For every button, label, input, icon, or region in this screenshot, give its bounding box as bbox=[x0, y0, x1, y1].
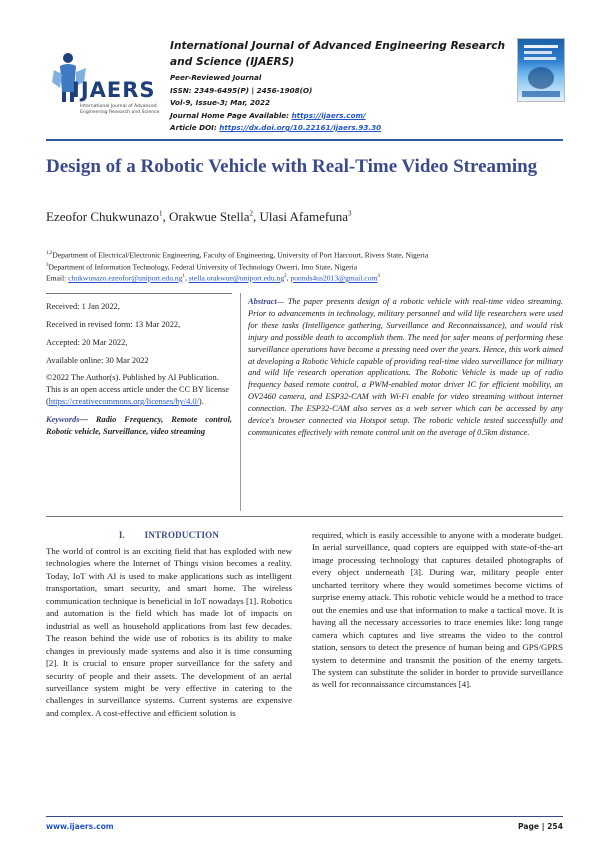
article-info bbox=[46, 298, 232, 438]
journal-logo bbox=[46, 48, 160, 120]
email-link[interactable]: stella.orakwue@uniport.edu.ng bbox=[188, 273, 285, 283]
affiliation-sup: 1,2 bbox=[46, 251, 53, 256]
homepage-link[interactable]: https://ijaers.com/ bbox=[291, 110, 366, 120]
column-divider bbox=[240, 293, 241, 511]
logo-subtitle-1: International Journal of Advanced bbox=[80, 104, 157, 109]
author-sup: 3 bbox=[347, 209, 352, 218]
copyright-text: ©2022 The Author(s). Published by AI Publication. This is an open access article under the CC BY license bbox=[46, 373, 229, 394]
keywords-label: Keywords bbox=[46, 415, 80, 424]
affiliation-line bbox=[46, 261, 563, 273]
keywords-text: — Radio Frequency, Remote control, Robotic vehicle, Surveillance, video streaming bbox=[46, 415, 232, 436]
revised-date: Received in revised form: 13 Mar 2022, bbox=[46, 320, 181, 329]
affiliations bbox=[46, 249, 563, 284]
email-sup: 2 bbox=[284, 274, 287, 280]
affiliation-text: Department of Electrical/Electronic Engineering, Faculty of Engineering, University of Port Harcourt, Rivers State, Nigeria bbox=[52, 250, 429, 260]
keywords bbox=[46, 414, 232, 438]
page-number bbox=[480, 822, 563, 831]
affiliation-line bbox=[46, 249, 563, 261]
homepage-line bbox=[170, 110, 510, 123]
volume-issue: Vol-9, Issue-3; Mar, 2022 bbox=[170, 98, 270, 107]
author-name: Ulasi Afamefuna bbox=[259, 209, 348, 224]
page-number-value: 254 bbox=[547, 822, 563, 831]
peer-reviewed: Peer-Reviewed Journal bbox=[170, 73, 262, 82]
doi-link[interactable]: https://dx.doi.org/10.22161/ijaers.93.30 bbox=[219, 123, 382, 132]
email-link[interactable]: chukwunazo.ezeofor@uniport.edu.ng bbox=[68, 273, 183, 283]
journal-header bbox=[170, 38, 510, 135]
journal-title: International Journal of Advanced Engineering Research and Science (IJAERS) bbox=[170, 40, 506, 68]
logo-subtitle-2: Engineering Research and Science bbox=[80, 110, 160, 115]
affiliation-text: Department of Information Technology, Federal University of Technology Owerri, Imo State, Nigeria bbox=[48, 262, 358, 272]
journal-cover-thumbnail bbox=[517, 38, 565, 102]
doi-label: Article DOI: bbox=[170, 123, 220, 132]
logo-text: IJAERS bbox=[72, 78, 156, 102]
abstract-bottom-rule bbox=[46, 516, 563, 517]
copyright-notice bbox=[46, 372, 232, 408]
header-divider bbox=[46, 139, 563, 141]
doi-line bbox=[170, 122, 510, 135]
email-sup: 1 bbox=[182, 274, 185, 280]
author-sup: 1 bbox=[159, 209, 163, 218]
author-list: Ezeofor Chukwunazo$^1$, Orakwue Stella$^2$, Ulasi Afamefuna$^3$ bbox=[46, 209, 352, 224]
affiliation-sup: 3 bbox=[46, 262, 49, 268]
received-date: Received: 1 Jan 2022, bbox=[46, 302, 120, 311]
email-line: Email: $chukwunazo.ezeofor@uniport.edu.ng^1$, $stella.orakwue@uniport.edu.ng^2$, pounds4us2013@gmail.com$^3$ bbox=[46, 273, 380, 283]
license-open: ( bbox=[46, 397, 49, 406]
author-name: Orakwue Stella bbox=[169, 209, 250, 224]
email-sup: 3 bbox=[377, 274, 380, 280]
license-close: ). bbox=[198, 397, 204, 406]
author-sup: 2 bbox=[249, 209, 254, 218]
page-label: Page | bbox=[518, 822, 548, 831]
abstract-label: Abstract bbox=[248, 297, 277, 306]
author-name: Ezeofor Chukwunazo bbox=[46, 209, 159, 224]
license-link[interactable]: https://creativecommons.org/licenses/by/4.0/ bbox=[48, 397, 199, 406]
online-date: Available online: 30 Mar 2022 bbox=[46, 356, 149, 365]
homepage-label: Journal Home Page Available: bbox=[170, 110, 292, 120]
abstract bbox=[248, 296, 563, 439]
section-heading: I. INTRODUCTION bbox=[118, 530, 220, 540]
email-link[interactable]: pounds4us2013@gmail.com bbox=[290, 273, 378, 283]
footer-divider bbox=[46, 816, 563, 817]
footer-site-link[interactable]: www.ijaers.com bbox=[46, 822, 114, 831]
abstract-text: — The paper presents design of a robotic vehicle with real-time video streaming. Prior to advancements in technology, military personnel and wild life researchers were used for these tasks (Intelligence gathering, Surveillance and Reconnaissance), and would risk injury and possible death to accomplish them. The need for safer means of performing these surveillance operations have become a pressing need over the years. Hence, this work aimed at developing a Robotic Vehicle capable of providing real-time video surveillance for military and wild life research operation applications. The Robotic Vehicle is made up of radio frequency based remote control, a PWM-enabled motor driver IC for efficient mobility, an OV2460 camera, and ESP32-CAM with Wi-Fi enable for video streaming without internet connection. The ESP32-CAM also serves as a web server which can be accessed by any device's browser connected via Hotspot setup. The robotic vehicle tested successfully and communicates effectively with remote control unit on the average of 0.5km distance. bbox=[248, 297, 563, 437]
issn: ISSN: 2349-6495(P) | 2456-1908(O) bbox=[170, 85, 313, 95]
accepted-date: Accepted: 20 Mar 2022, bbox=[46, 338, 128, 347]
email-label: Email: bbox=[46, 273, 69, 283]
paper-title: Design of a Robotic Vehicle with Real-Time Video Streaming bbox=[46, 156, 538, 177]
info-top-rule bbox=[46, 293, 232, 294]
intro-left-column: The world of control is an exciting field that has exploded with new technologies where the Internet of Things vision becomes a reality. Today, IoT with AI is used to make applications such as intelligent transportation, smart security, and smart home. The wireless communication technique is beneficial in IoT nowadays [1]. Robotics and automation is the field which has made lot of impacts on industrial as well as household applications from last few decades. The reason behind the wide use of robotics is its ability to make changes in previously made systems and also it is time consuming [2]. It is crucial to ensure proper surveillance for the safety and security of people and their assets. The development of an aerial surveillance system might be very effective in catering to the challenges in surveillance systems. Current systems are expensive and complex. A cost-effective and efficient solution is bbox=[46, 546, 292, 718]
intro-right-column: required, which is easily accessible to anyone with a moderate budget. In aerial surveillance, quad copters are equipped with state-of-the-art image processing technology that captures detailed photographs of every object underneath [3]. During war, military people enter uncharted territory where they would sometimes become victims of surprise enemy attack. This robotic vehicle would be a method to trace out the enemies and use that information to make a tactical move. It is having all the necessary accessories to trace enemies like: long range camera which captures and live streams the video to the control station, sensors to detect the presence of human being and GPS/GPRS system to determine and transmit the position of the enemy targets. The system can substitute the solider in border to provide surveillance as well for reconnaissance circumstances [4]. bbox=[312, 530, 563, 690]
